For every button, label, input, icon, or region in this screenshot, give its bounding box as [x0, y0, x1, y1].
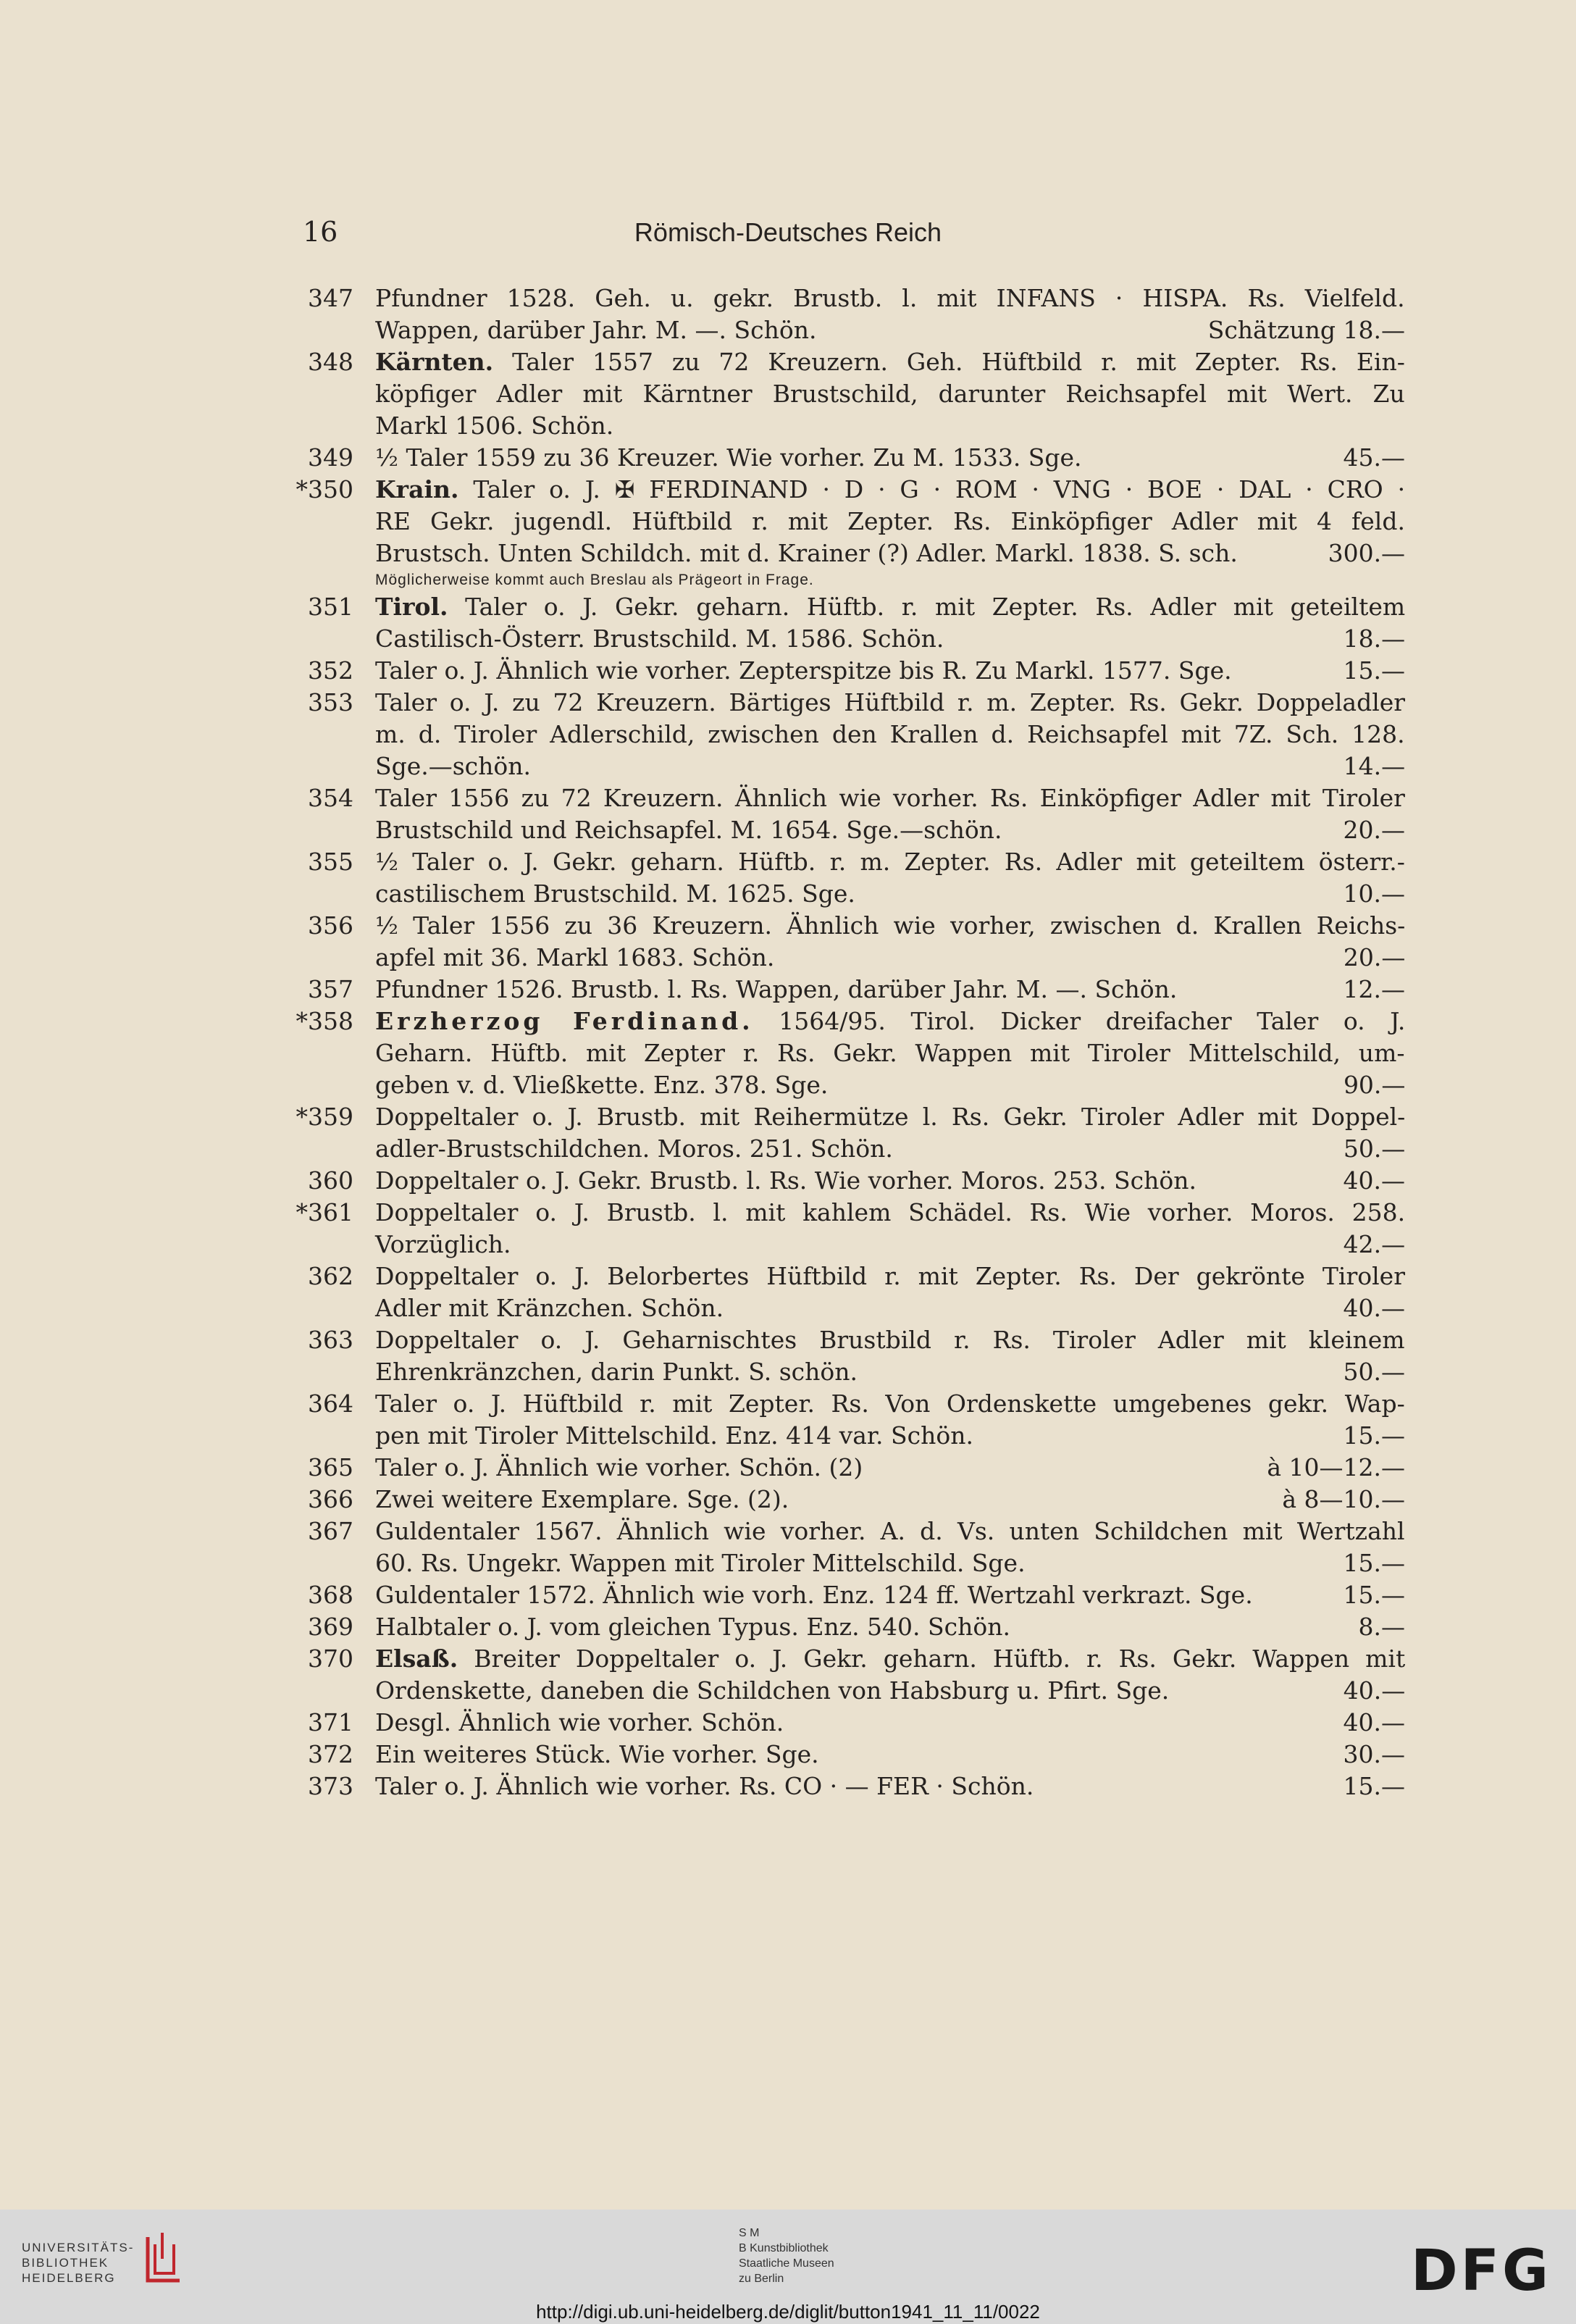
- entry-line: [375, 942, 1405, 974]
- catalog-entry: [290, 782, 1405, 846]
- entry-number: *358: [296, 1007, 353, 1035]
- entry-description: [375, 655, 1405, 687]
- entry-description: [375, 846, 1405, 910]
- line-content: Vorzüglich.: [375, 1230, 511, 1258]
- entry-number: 367: [308, 1517, 353, 1545]
- entry-line-text: [375, 1356, 858, 1388]
- catalog-entry: [290, 1516, 1405, 1579]
- entry-line: [375, 974, 1405, 1006]
- entry-line-text: [375, 1006, 1405, 1037]
- entry-line-text: [375, 1420, 973, 1452]
- catalog-entries: [290, 283, 1405, 1802]
- line-content: Doppeltaler o. J. Brustb. mit Reihermütze l. Rs. Gekr. Tiroler Adler mit Doppel-: [375, 1103, 1406, 1131]
- entry-number: 352: [308, 656, 353, 685]
- catalog-entry: [290, 1197, 1405, 1261]
- entry-line-text: [375, 442, 1082, 474]
- catalog-entry: [290, 910, 1405, 974]
- line-content: 1564/95. Tirol. Dicker dreifacher Taler o. J.: [779, 1007, 1406, 1035]
- estimate-price: 45.—: [1343, 443, 1405, 472]
- entry-description: [375, 974, 1405, 1006]
- entry-line: [375, 623, 1405, 655]
- line-content: Pfundner 1528. Geh. u. gekr. Brustb. l. mit INFANS · HISPA. Rs. Vielfeld.: [375, 284, 1405, 312]
- entry-number: 347: [308, 284, 353, 312]
- entry-number: 349: [308, 443, 353, 472]
- estimate-price: 18.—: [1343, 624, 1406, 653]
- estimate-price: 15.—: [1343, 656, 1405, 685]
- estimate-price: 50.—: [1343, 1134, 1406, 1163]
- entry-line-text: [375, 655, 1232, 687]
- entry-description: [375, 1771, 1405, 1802]
- catalog-entry: [290, 346, 1405, 442]
- entry-line-text: [375, 974, 1177, 1006]
- estimate-price: 300.—: [1328, 539, 1406, 567]
- estimate-price: 10.—: [1343, 879, 1405, 908]
- catalog-entry: [290, 283, 1405, 346]
- entry-description: [375, 782, 1405, 846]
- entry-description: [375, 1165, 1405, 1197]
- entry-line-text: [375, 1229, 511, 1261]
- entry-line-text: [375, 1197, 1405, 1229]
- line-content: Doppeltaler o. J. Belorbertes Hüftbild r. mit Zepter. Rs. Der gekrönte Tiroler: [375, 1262, 1405, 1290]
- estimate-price: 40.—: [1343, 1294, 1405, 1322]
- entry-line: [375, 910, 1405, 942]
- entry-description: [375, 1643, 1405, 1707]
- entry-line-text: [375, 687, 1405, 719]
- catalog-entry: [290, 442, 1405, 474]
- entry-line-text: [375, 1388, 1405, 1420]
- entry-description: [375, 1388, 1405, 1452]
- entry-line-text: [375, 506, 1405, 538]
- entry-line: [375, 687, 1405, 719]
- entry-line: [375, 1069, 1405, 1101]
- entry-description: [375, 1579, 1405, 1611]
- center-logo-line: S M: [739, 2227, 760, 2239]
- line-content: Brustsch. Unten Schildch. mit d. Krainer (?) Adler. Markl. 1838. S. sch.: [375, 539, 1238, 567]
- catalog-entry: [290, 1165, 1405, 1197]
- entry-line: [375, 814, 1405, 846]
- entry-line: [375, 1739, 1405, 1771]
- uni-logo-icon: [142, 2230, 185, 2288]
- entry-line: [375, 1579, 1405, 1611]
- entry-line: [375, 474, 1405, 506]
- entry-footnote: Möglicherweise kommt auch Breslau als Prägeort in Frage.: [375, 572, 814, 588]
- entry-line-text: [375, 1292, 724, 1324]
- entry-line: [375, 1643, 1405, 1675]
- entry-number: 348: [308, 348, 353, 376]
- entry-line: [375, 1356, 1405, 1388]
- entry-description: [375, 1197, 1405, 1261]
- entry-description: [375, 1484, 1405, 1516]
- line-content: Guldentaler 1572. Ähnlich wie vorh. Enz. 124 ff. Wertzahl verkrazt. Sge.: [375, 1581, 1253, 1609]
- entry-line: [375, 1452, 1405, 1484]
- entry-description: [375, 1739, 1405, 1771]
- entry-line: [375, 1006, 1405, 1037]
- center-logo-line: zu Berlin: [739, 2273, 784, 2285]
- entry-line: [375, 1771, 1405, 1802]
- entry-line: [375, 591, 1405, 623]
- entry-line: [375, 1388, 1405, 1420]
- estimate-price: 40.—: [1343, 1676, 1406, 1705]
- catalog-entry: [290, 1643, 1405, 1707]
- entry-line: [375, 1037, 1405, 1069]
- entry-line: [375, 1611, 1405, 1643]
- catalog-entry: [290, 1261, 1405, 1324]
- entry-number: *361: [296, 1198, 353, 1226]
- entry-line-text: [375, 1324, 1405, 1356]
- entry-line-text: [375, 814, 1002, 846]
- line-content: Doppeltaler o. J. Geharnischtes Brustbild r. Rs. Tiroler Adler mit kleinem: [375, 1326, 1405, 1354]
- entry-line: [375, 506, 1405, 538]
- entry-line-text: [375, 1707, 784, 1739]
- estimate-price: 42.—: [1343, 1230, 1406, 1258]
- entry-line-text: [375, 1675, 1169, 1707]
- line-content: Guldentaler 1567. Ähnlich wie vorher. A. d. Vs. unten Schildchen mit Wertzahl: [375, 1517, 1405, 1545]
- estimate-price: 15.—: [1343, 1581, 1405, 1609]
- entry-description: [375, 1611, 1405, 1643]
- entry-line: [375, 283, 1405, 314]
- entry-line-text: [375, 474, 1405, 506]
- line-content: RE Gekr. jugendl. Hüftbild r. mit Zepter. Rs. Einköpfiger Adler mit 4 feld.: [375, 507, 1405, 535]
- entry-line-text: [375, 751, 531, 782]
- entry-line: [375, 1516, 1405, 1547]
- entry-number: 365: [308, 1453, 353, 1481]
- catalog-entry: [290, 1707, 1405, 1739]
- entry-line: [375, 442, 1405, 474]
- line-content: pen mit Tiroler Mittelschild. Enz. 414 var. Schön.: [375, 1421, 973, 1450]
- estimate-price: à 10—12.—: [1267, 1453, 1405, 1481]
- estimate-price: 50.—: [1343, 1358, 1405, 1386]
- center-logo-line: Staatliche Museen: [739, 2257, 834, 2270]
- entry-line: [375, 878, 1405, 910]
- entry-line: [375, 346, 1405, 378]
- entry-number: 353: [308, 688, 353, 716]
- estimate-price: 90.—: [1343, 1071, 1406, 1099]
- entry-number: 351: [308, 593, 353, 621]
- uni-logo-line: HEIDELBERG: [22, 2271, 116, 2285]
- entry-description: [375, 1101, 1405, 1165]
- uni-logo-line: UNIVERSITÄTS-: [22, 2241, 135, 2254]
- entry-line-text: [375, 910, 1405, 942]
- line-content: apfel mit 36. Markl 1683. Schön.: [375, 943, 775, 971]
- entry-number: 362: [308, 1262, 353, 1290]
- line-content: Doppeltaler o. J. Gekr. Brustb. l. Rs. Wie vorher. Moros. 253. Schön.: [375, 1166, 1196, 1195]
- entry-line-text: [375, 878, 855, 910]
- estimate-price: 15.—: [1343, 1421, 1405, 1450]
- entry-line: [375, 1484, 1405, 1516]
- line-content: m. d. Tiroler Adlerschild, zwischen den Krallen d. Reichsapfel mit 7Z. Sch. 128.: [375, 720, 1405, 748]
- catalog-entry: [290, 474, 1405, 591]
- entry-line-text: [375, 1643, 1405, 1675]
- entry-number: 372: [308, 1740, 353, 1768]
- entry-line-text: [375, 346, 1405, 378]
- catalog-entry: [290, 1739, 1405, 1771]
- entry-description: [375, 1707, 1405, 1739]
- catalog-entry: [290, 1579, 1405, 1611]
- entry-line-text: [375, 1484, 789, 1516]
- line-content: Ehrenkränzchen, darin Punkt. S. schön.: [375, 1358, 858, 1386]
- dfg-logo[interactable]: DFG: [1410, 2239, 1551, 2304]
- entry-line: [375, 378, 1405, 410]
- line-content: Taler o. J. Gekr. geharn. Hüftb. r. mit Zepter. Rs. Adler mit geteiltem: [465, 593, 1406, 621]
- entry-number: 363: [308, 1326, 353, 1354]
- catalog-entry: [290, 846, 1405, 910]
- estimate-price: 15.—: [1343, 1549, 1405, 1577]
- entry-number: 355: [308, 848, 353, 876]
- entry-description: [375, 591, 1405, 655]
- line-content: Taler o. J. Hüftbild r. mit Zepter. Rs. Von Ordenskette umgebenes gekr. Wap-: [375, 1389, 1405, 1418]
- entry-number: 369: [308, 1613, 353, 1641]
- line-content: Geharn. Hüftb. mit Zepter r. Rs. Gekr. Wappen mit Tiroler Mittelschild, um-: [375, 1039, 1405, 1067]
- line-content: Adler mit Kränzchen. Schön.: [375, 1294, 724, 1322]
- entry-line: [375, 1197, 1405, 1229]
- entry-line: [375, 846, 1405, 878]
- line-content: Taler o. J. Ähnlich wie vorher. Rs. CO · — FER · Schön.: [375, 1772, 1034, 1800]
- estimate-price: 8.—: [1358, 1613, 1405, 1641]
- estimate-price: Schätzung 18.—: [1207, 316, 1405, 344]
- line-content: castilischem Brustschild. M. 1625. Sge.: [375, 879, 855, 908]
- entry-description: [375, 1452, 1405, 1484]
- catalog-entry: [290, 1452, 1405, 1484]
- entry-line-text: [375, 1771, 1034, 1802]
- entry-line-text: [375, 1516, 1405, 1547]
- line-content: Castilisch-Österr. Brustschild. M. 1586. Schön.: [375, 624, 944, 653]
- catalog-entry: [290, 687, 1405, 782]
- uni-logo-line: BIBLIOTHEK: [22, 2256, 109, 2270]
- line-content: Taler 1556 zu 72 Kreuzern. Ähnlich wie vorher. Rs. Einköpfiger Adler mit Tiroler: [375, 784, 1405, 812]
- entry-line-text: [375, 314, 816, 346]
- estimate-price: 20.—: [1343, 943, 1406, 971]
- entry-line: [375, 1707, 1405, 1739]
- entry-line-text: [375, 1739, 819, 1771]
- estimate-price: 40.—: [1343, 1708, 1405, 1736]
- catalog-entry: [290, 1484, 1405, 1516]
- line-content: Doppeltaler o. J. Brustb. l. mit kahlem Schädel. Rs. Wie vorher. Moros. 258.: [375, 1198, 1406, 1226]
- entry-line-text: [375, 410, 613, 442]
- line-content: Taler o. J. Ähnlich wie vorher. Schön. (2): [375, 1453, 863, 1481]
- line-content: Brustschild und Reichsapfel. M. 1654. Sge.—schön.: [375, 816, 1002, 844]
- entry-number: *350: [296, 475, 353, 503]
- entry-description: [375, 1516, 1405, 1579]
- entry-description: [375, 910, 1405, 974]
- entry-line-text: [375, 1579, 1253, 1611]
- entry-line-text: [375, 782, 1405, 814]
- estimate-price: 20.—: [1343, 816, 1405, 844]
- entry-line: [375, 655, 1405, 687]
- entry-description: [375, 283, 1405, 346]
- entry-line: [375, 1229, 1405, 1261]
- catalog-entry: [290, 1006, 1405, 1101]
- kunstbibliothek-logo[interactable]: [739, 2225, 834, 2286]
- entry-line: [375, 751, 1405, 782]
- entry-description: [375, 442, 1405, 474]
- entry-line: [375, 719, 1405, 751]
- entry-line-text: [375, 1547, 1026, 1579]
- line-content: Taler o. J. ✠ FERDINAND · D · G · ROM · VNG · BOE · DAL · CRO ·: [473, 475, 1406, 503]
- entry-line-text: [375, 1452, 863, 1484]
- catalog-entry: [290, 655, 1405, 687]
- region-heading: Elsaß.: [375, 1644, 458, 1673]
- line-content: Halbtaler o. J. vom gleichen Typus. Enz. 540. Schön.: [375, 1613, 1010, 1641]
- catalog-entry: [290, 1324, 1405, 1388]
- entry-description: [375, 1324, 1405, 1388]
- line-content: ½ Taler 1556 zu 36 Kreuzern. Ähnlich wie vorher, zwischen d. Krallen Reichs-: [375, 911, 1406, 940]
- estimate-price: 14.—: [1343, 752, 1406, 780]
- catalog-entry: [290, 974, 1405, 1006]
- entry-description: [375, 346, 1405, 442]
- estimate-price: 40.—: [1343, 1166, 1405, 1195]
- entry-number: 371: [308, 1708, 353, 1736]
- entry-number: 373: [308, 1772, 353, 1800]
- line-content: Wappen, darüber Jahr. M. —. Schön.: [375, 316, 817, 344]
- entry-line-text: [375, 1165, 1196, 1197]
- entry-line: [375, 1292, 1405, 1324]
- source-url[interactable]: http://digi.ub.uni-heidelberg.de/diglit/button1941_11_11/0022: [536, 2301, 1040, 2323]
- entry-line: [375, 1324, 1405, 1356]
- line-content: adler-Brustschildchen. Moros. 251. Schön.: [375, 1134, 893, 1163]
- estimate-price: à 8—10.—: [1282, 1485, 1405, 1513]
- entry-description: [375, 474, 1405, 591]
- entry-line: [375, 1101, 1405, 1133]
- entry-line: [375, 1675, 1405, 1707]
- entry-number: 354: [308, 784, 353, 812]
- running-header-title: Römisch-Deutsches Reich: [634, 217, 942, 247]
- entry-number: 357: [308, 975, 353, 1003]
- catalog-entry: [290, 1101, 1405, 1165]
- estimate-price: 12.—: [1343, 975, 1405, 1003]
- estimate-price: 30.—: [1343, 1740, 1405, 1768]
- entry-number: 356: [308, 911, 353, 940]
- line-content: geben v. d. Vließkette. Enz. 378. Sge.: [375, 1071, 829, 1099]
- catalog-entry: [290, 591, 1405, 655]
- entry-line-text: [375, 623, 944, 655]
- entry-line-text: [375, 942, 774, 974]
- entry-number: 368: [308, 1581, 353, 1609]
- line-content: Sge.—schön.: [375, 752, 532, 780]
- catalog-entry: [290, 1388, 1405, 1452]
- line-content: Taler o. J. Ähnlich wie vorher. Zepterspitze bis R. Zu Markl. 1577. Sge.: [375, 656, 1232, 685]
- region-heading: Tirol.: [375, 593, 448, 621]
- line-content: köpfiger Adler mit Kärntner Brustschild, darunter Reichsapfel mit Wert. Zu: [375, 380, 1405, 408]
- entry-number: 366: [308, 1485, 353, 1513]
- entry-line-text: [375, 378, 1405, 410]
- entry-line-text: [375, 1611, 1010, 1643]
- line-content: Taler o. J. zu 72 Kreuzern. Bärtiges Hüftbild r. m. Zepter. Rs. Gekr. Doppeladler: [375, 688, 1406, 716]
- entry-line-text: [375, 846, 1405, 878]
- region-heading: Krain.: [375, 475, 459, 503]
- ruler-heading: Erzherzog Ferdinand.: [375, 1007, 754, 1035]
- catalog-entry: [290, 1771, 1405, 1802]
- estimate-price: 15.—: [1343, 1772, 1405, 1800]
- line-content: Markl 1506. Schön.: [375, 411, 614, 440]
- entry-line-text: [375, 1101, 1405, 1133]
- line-content: Taler 1557 zu 72 Kreuzern. Geh. Hüftbild r. mit Zepter. Rs. Ein-: [512, 348, 1405, 376]
- entry-line-text: [375, 283, 1405, 314]
- line-content: 60. Rs. Ungekr. Wappen mit Tiroler Mittelschild. Sge.: [375, 1549, 1026, 1577]
- entry-number: 370: [308, 1644, 353, 1673]
- entry-line: [375, 1165, 1405, 1197]
- line-content: Zwei weitere Exemplare. Sge. (2).: [375, 1485, 789, 1513]
- footer-bar: [0, 2210, 1576, 2324]
- line-content: Desgl. Ähnlich wie vorher. Schön.: [375, 1708, 784, 1736]
- entry-number: 360: [308, 1166, 353, 1195]
- entry-line: [375, 1133, 1405, 1165]
- line-content: Pfundner 1526. Brustb. l. Rs. Wappen, darüber Jahr. M. —. Schön.: [375, 975, 1178, 1003]
- entry-line: [375, 1547, 1405, 1579]
- entry-line-text: [375, 1037, 1405, 1069]
- entry-line-text: [375, 538, 1238, 569]
- line-content: ½ Taler 1559 zu 36 Kreuzer. Wie vorher. Zu M. 1533. Sge.: [375, 443, 1082, 472]
- entry-line-text: [375, 1133, 893, 1165]
- line-content: Ordenskette, daneben die Schildchen von Habsburg u. Pfirt. Sge.: [375, 1676, 1170, 1705]
- entry-line: [375, 314, 1405, 346]
- catalog-entry: [290, 1611, 1405, 1643]
- entry-line: [375, 782, 1405, 814]
- region-heading: Kärnten.: [375, 348, 494, 376]
- entry-line: [375, 1261, 1405, 1292]
- entry-line-text: [375, 591, 1405, 623]
- entry-line: [375, 538, 1405, 569]
- entry-line-text: [375, 719, 1405, 751]
- entry-description: [375, 1261, 1405, 1324]
- entry-description: [375, 687, 1405, 782]
- university-library-logo[interactable]: [22, 2240, 134, 2286]
- entry-description: [375, 1006, 1405, 1101]
- entry-number: *359: [296, 1103, 353, 1131]
- line-content: ½ Taler o. J. Gekr. geharn. Hüftb. r. m. Zepter. Rs. Adler mit geteiltem österr.-: [375, 848, 1405, 876]
- line-content: Ein weiteres Stück. Wie vorher. Sge.: [375, 1740, 819, 1768]
- entry-line: [375, 410, 1405, 442]
- page-number: 16: [303, 216, 338, 248]
- entry-line-text: [375, 1261, 1405, 1292]
- line-content: Breiter Doppeltaler o. J. Gekr. geharn. Hüftb. r. Rs. Gekr. Wappen mit: [474, 1644, 1406, 1673]
- entry-line: [375, 1420, 1405, 1452]
- entry-line-text: [375, 1069, 828, 1101]
- center-logo-line: B Kunstbibliothek: [739, 2242, 829, 2254]
- entry-number: 364: [308, 1389, 353, 1418]
